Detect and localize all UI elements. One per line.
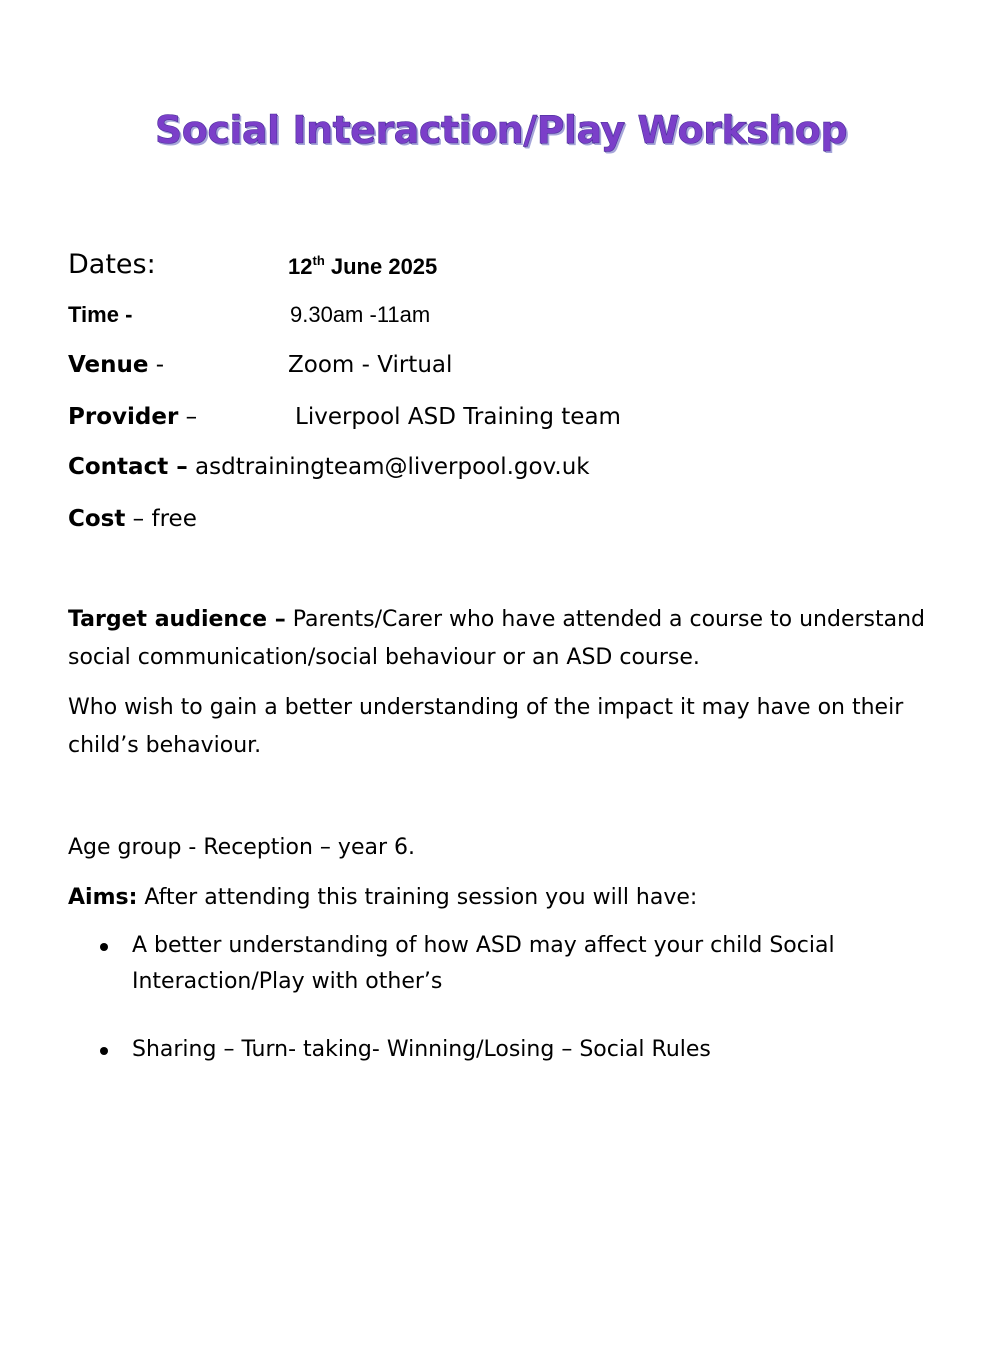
- bullet-icon: [100, 1047, 108, 1055]
- cost-row: [68, 504, 197, 534]
- dates-row: [68, 249, 438, 281]
- aims-paragraph: [68, 879, 928, 917]
- dates-day: 12: [288, 254, 313, 279]
- venue-separator: -: [148, 352, 165, 378]
- aims-item-text: A better understanding of how ASD may affect your child Social Interaction/Play with other’s: [132, 933, 835, 994]
- venue-value: Zoom - Virtual: [288, 352, 453, 378]
- document-title: Social Interaction/Play Workshop: [154, 108, 848, 152]
- contact-row: [68, 452, 590, 482]
- target-audience-paragraph: [68, 601, 928, 677]
- venue-row: [68, 350, 453, 380]
- time-row: [68, 300, 431, 330]
- provider-value: Liverpool ASD Training team: [295, 404, 621, 430]
- bullet-icon: [100, 943, 108, 951]
- time-value: 9.30am -11am: [290, 302, 431, 327]
- cost-value: – free: [125, 506, 197, 532]
- who-paragraph: Who wish to gain a better understanding of the impact it may have on their child’s behaviour.: [68, 695, 904, 758]
- dates-value: [288, 252, 437, 282]
- venue-label: Venue: [68, 352, 149, 378]
- aims-text: After attending this training session you will have:: [137, 885, 698, 910]
- age-group-paragraph: Age group - Reception – year 6.: [68, 835, 415, 860]
- dates-label: Dates:: [68, 249, 156, 280]
- provider-separator: –: [178, 404, 198, 430]
- contact-label: Contact –: [68, 454, 188, 480]
- aims-item-text: Sharing – Turn- taking- Winning/Losing – Social Rules: [132, 1037, 711, 1062]
- dates-month-year: June 2025: [324, 254, 438, 279]
- target-audience-label: Target audience –: [68, 607, 286, 632]
- cost-label: Cost: [68, 506, 126, 532]
- time-label: Time -: [68, 302, 133, 327]
- aims-list: [100, 928, 860, 1000]
- target-audience-text: Parents/Carer who have attended a course to understand social communication/social behaviour or an ASD course.: [68, 607, 926, 670]
- dates-suffix: th: [312, 253, 325, 268]
- aims-list-item: [100, 1032, 860, 1068]
- contact-email[interactable]: asdtrainingteam@liverpool.gov.uk: [187, 454, 590, 480]
- provider-row: [68, 402, 621, 432]
- aims-list-item: [100, 928, 860, 1000]
- aims-label: Aims:: [68, 885, 138, 910]
- aims-list-second: [100, 1032, 860, 1068]
- provider-label: Provider: [68, 404, 179, 430]
